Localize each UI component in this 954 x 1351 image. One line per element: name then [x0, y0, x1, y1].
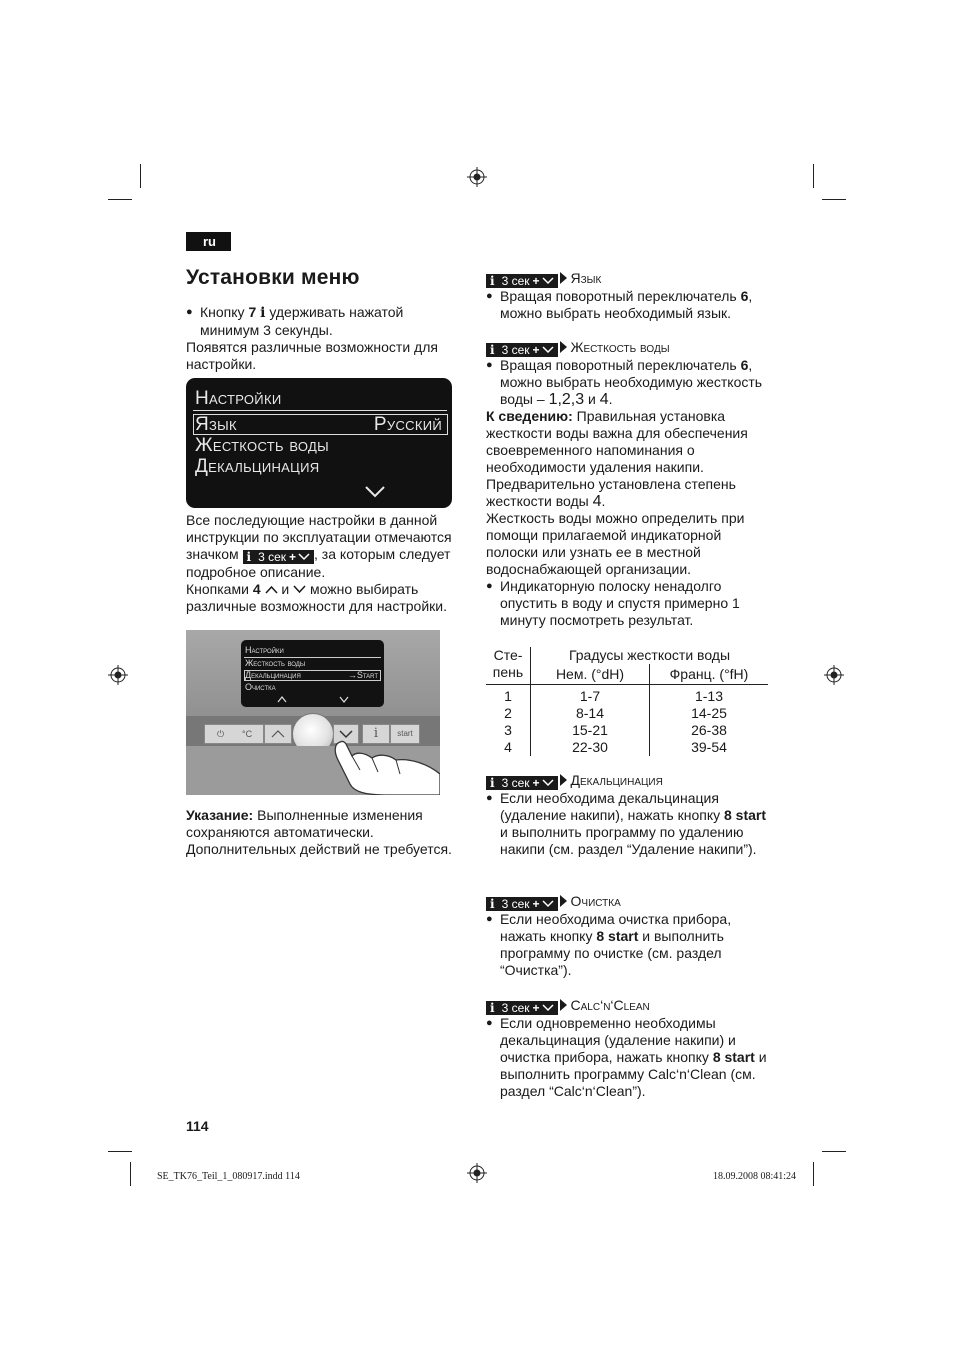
- section-calc-n-clean: [486, 997, 776, 1100]
- chevron-down-icon: [542, 277, 554, 285]
- hold-3-sec-badge: i 3 сек +: [486, 897, 558, 911]
- hold-3-sec-badge: i 3 сек +: [486, 776, 558, 790]
- section-cleaning: [486, 893, 776, 979]
- triangle-arrow-icon: [560, 774, 567, 786]
- table-row: 2 8-14 14-25: [486, 705, 768, 722]
- section-descaling: [486, 772, 776, 858]
- chevron-down-icon: [339, 696, 349, 703]
- section-title: Calc‘n‘Clean: [570, 997, 650, 1013]
- crop-mark: [130, 1162, 131, 1186]
- power-icon: ⏻: [217, 729, 225, 739]
- crop-mark: [822, 199, 846, 200]
- crop-mark: [813, 1162, 814, 1186]
- list-item: ● Вращая поворотный переключатель 6, можно выбрать необходимую жесткость воды – 1,2,3 и 4.: [486, 357, 776, 408]
- note-label: Указание:: [186, 807, 254, 823]
- page-number: 114: [186, 1118, 209, 1134]
- hold-3-sec-badge: i 3 сек +: [486, 343, 558, 357]
- footer-date-info: 18.09.2008 08:41:24: [713, 1171, 797, 1182]
- chevron-up-icon: [277, 696, 287, 703]
- chevron-down-icon: [293, 585, 306, 594]
- table-header: пень: [492, 664, 524, 680]
- crop-mark: [813, 164, 814, 188]
- display-title: Настройки: [195, 388, 282, 409]
- list-item: ● Если необходима декальцинация (удаление накипи), нажать кнопку 8 start и выполнить программу по удалению накипи (см. раздел “Удаление накипи”).: [486, 790, 776, 858]
- crop-mark: [140, 164, 141, 188]
- section-title: Язык: [570, 270, 602, 286]
- display-row-descaling: Декальцинация: [195, 456, 320, 477]
- chevron-down-icon: [542, 346, 554, 354]
- description-block: [186, 512, 466, 615]
- info-button[interactable]: i: [362, 724, 390, 744]
- paragraph: Предварительно установлена степень жесткости воды 4.: [486, 476, 736, 510]
- hold-3-sec-badge: i 3 сек +: [243, 550, 315, 564]
- list-item: ● Кнопку 7 i удерживать нажатой минимум 3 секунды.: [186, 304, 466, 339]
- control-panel-illustration: [186, 630, 440, 795]
- list-item: ● Если необходима очистка прибора, нажать кнопку 8 start и выполнить программу по очистке (см. раздел “Очистка”).: [486, 911, 776, 979]
- note-block: [186, 807, 468, 858]
- list-item: ● Если одновременно необходимы декальцинация (удаление накипи) и очистка прибора, нажать кнопку 8 start и выполнить программу Calc‘n‘Clean (см. раздел “Calc‘n‘Clean”).: [486, 1015, 776, 1100]
- chevron-down-icon: [364, 485, 386, 499]
- triangle-arrow-icon: [560, 272, 567, 284]
- table-header: Сте-: [493, 647, 523, 663]
- display-row-language: Язык Русский: [195, 414, 442, 435]
- triangle-arrow-icon: [560, 999, 567, 1011]
- table-header: Франц. (°fH): [650, 664, 769, 685]
- page-title: Установки меню: [186, 266, 360, 289]
- intro-block: [186, 304, 466, 373]
- chevron-up-icon: [265, 725, 291, 743]
- settings-display: [186, 378, 452, 508]
- hold-3-sec-badge: i 3 сек +: [486, 274, 558, 288]
- table-header: Нем. (°dH): [531, 664, 650, 685]
- table-row: 1 1-7 1-13: [486, 685, 768, 705]
- crop-mark: [108, 199, 132, 200]
- table-row: 3 15-21 26-38: [486, 722, 768, 739]
- paragraph: Жесткость воды можно определить при помощи прилагаемой индикаторной полоски или узнать ее в местной водоснабжающей организации.: [486, 510, 745, 577]
- chevron-down-icon: [542, 779, 554, 787]
- paragraph: Все последующие настройки в данной инструкции по эксплуатации отмечаются значком i 3 сек + , за которым следует подробное описание.: [186, 512, 452, 580]
- display-row-hardness: Жесткость воды: [195, 435, 329, 456]
- display-row-language-value: Русский: [373, 414, 442, 435]
- chevron-down-icon: [298, 553, 310, 561]
- paragraph: Появятся различные возможности для настройки.: [186, 339, 438, 372]
- section-title: Декальцинация: [570, 772, 663, 788]
- display-divider: [193, 410, 447, 411]
- registration-mark-icon: [824, 665, 844, 685]
- list-item: ● Индикаторную полоску ненадолго опустить в воду и спустя примерно 1 минуту посмотреть результат.: [486, 578, 776, 629]
- triangle-arrow-icon: [560, 895, 567, 907]
- chevron-up-icon: [265, 585, 278, 594]
- start-button[interactable]: start: [390, 724, 420, 744]
- crop-mark: [822, 1151, 846, 1152]
- hardness-table: [486, 647, 768, 756]
- section-water-hardness: [486, 339, 776, 629]
- registration-mark-icon: [467, 1163, 487, 1183]
- info-icon: i: [260, 305, 266, 321]
- mini-display: Настройки Жесткость воды Декальцинация →Start Очистка: [241, 640, 384, 707]
- note-text: Выполненные изменения сохраняются автоматически. Дополнительных действий не требуется.: [186, 807, 452, 857]
- table-header: Градусы жесткости воды: [531, 647, 769, 664]
- crop-mark: [108, 1151, 132, 1152]
- chevron-down-icon: [542, 1004, 554, 1012]
- footer-file-info: SE_TK76_Teil_1_080917.indd 114: [157, 1171, 300, 1182]
- section-title: Жесткость воды: [570, 339, 670, 355]
- table-row: 4 22-30 39-54: [486, 739, 768, 756]
- hold-3-sec-badge: i 3 сек +: [486, 1001, 558, 1015]
- registration-mark-icon: [108, 665, 128, 685]
- paragraph: Кнопками 4 и можно выбирать различные возможности для настройки.: [186, 581, 447, 614]
- up-button[interactable]: [264, 724, 292, 744]
- section-title: Очистка: [570, 893, 621, 909]
- power-button[interactable]: ⏻ °C: [204, 724, 264, 744]
- language-tag: ru: [186, 232, 231, 251]
- paragraph: К сведению: Правильная установка жесткости воды важна для обеспечения своевременного напоминания о необходимости удаления накипи.: [486, 408, 748, 475]
- list-item: ● Вращая поворотный переключатель 6, можно выбрать необходимый язык.: [486, 288, 776, 322]
- section-language: [486, 270, 776, 322]
- registration-mark-icon: [467, 167, 487, 187]
- chevron-down-icon: [542, 900, 554, 908]
- triangle-arrow-icon: [560, 341, 567, 353]
- pointing-hand-icon: [326, 738, 440, 795]
